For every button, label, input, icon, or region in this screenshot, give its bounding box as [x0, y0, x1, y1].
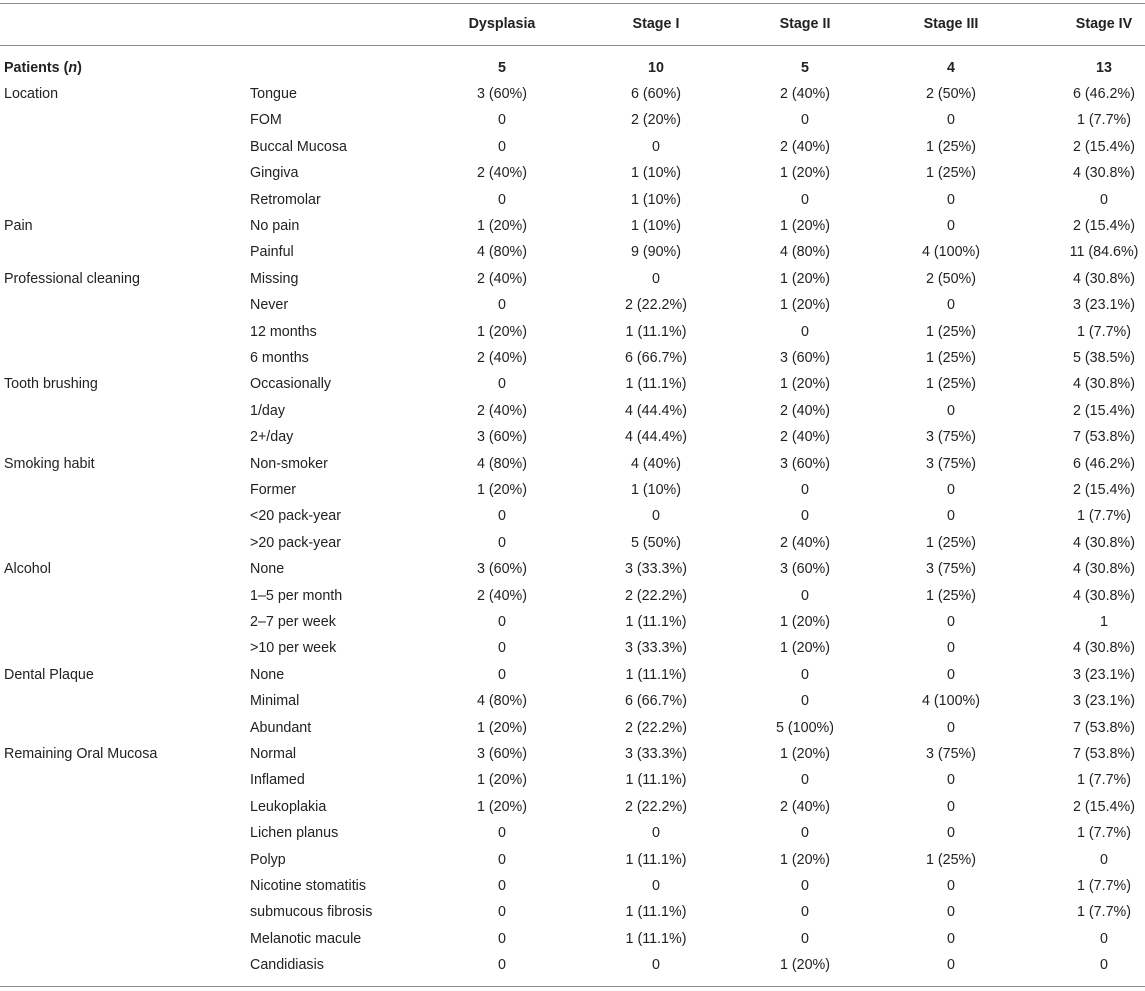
table-row	[0, 81, 1145, 107]
cell-stage-iii: 2 (50%)	[925, 270, 977, 287]
table-row	[0, 767, 1145, 793]
cell-stage-iv: 6 (46.2%)	[1073, 86, 1135, 102]
cell-stage-iii: 0	[947, 297, 955, 314]
cell-stage-iv: 3 (23.1%)	[1073, 693, 1135, 710]
cell-dysplasia: 0	[498, 851, 506, 868]
cell-stage-iv: 2 (15.4%)	[1073, 798, 1135, 815]
row-subcategory: submucous fibrosis	[250, 904, 373, 921]
cell-stage-ii: 4 (80%)	[779, 244, 831, 261]
cell-stage-ii: 0	[801, 693, 809, 710]
cell-stage-iii: 2 (50%)	[925, 86, 977, 102]
cell-stage-iv: 5 (38.5%)	[1073, 350, 1135, 366]
cell-stage-ii: 1 (20%)	[779, 376, 831, 393]
row-subcategory: Tongue	[250, 86, 297, 102]
cell-stage-i: 0	[652, 508, 660, 525]
cell-stage-i: 6 (66.7%)	[625, 350, 687, 366]
cell-dysplasia: 0	[498, 138, 506, 155]
header-stage-i: Stage I	[632, 16, 680, 32]
cell-dysplasia: 0	[498, 640, 506, 657]
cell-stage-i: 2 (22.2%)	[625, 798, 687, 815]
cell-stage-iii: 1 (25%)	[925, 587, 977, 604]
table-row	[0, 292, 1145, 318]
cell-dysplasia: 2 (40%)	[476, 587, 528, 604]
cell-stage-iii: 0	[947, 666, 955, 683]
row-category: Dental Plaque	[4, 666, 94, 683]
cell-stage-iv: 4 (30.8%)	[1073, 587, 1135, 604]
patients-stage-iv: 13	[1096, 60, 1112, 76]
cell-stage-iv: 0	[1100, 191, 1108, 208]
cell-stage-i: 0	[652, 270, 660, 287]
table-row	[0, 107, 1145, 133]
cell-stage-ii: 0	[801, 904, 809, 921]
table-row	[0, 794, 1145, 820]
cell-stage-ii: 1 (20%)	[779, 270, 831, 287]
row-subcategory: Occasionally	[250, 376, 332, 393]
cell-stage-iii: 1 (25%)	[925, 138, 977, 155]
patients-stage-ii: 5	[801, 60, 809, 76]
cell-stage-ii: 0	[801, 825, 809, 842]
cell-stage-iii: 0	[947, 508, 955, 525]
cell-stage-iv: 0	[1100, 851, 1108, 868]
row-subcategory: Gingiva	[250, 165, 299, 182]
cell-stage-i: 0	[652, 138, 660, 155]
cell-stage-i: 1 (10%)	[630, 482, 682, 498]
cell-stage-i: 6 (60%)	[630, 86, 682, 102]
table-row	[0, 820, 1145, 846]
table-row	[0, 477, 1145, 503]
cell-stage-ii: 0	[801, 930, 809, 947]
cell-stage-ii: 2 (40%)	[779, 534, 831, 551]
cell-stage-i: 0	[652, 878, 660, 894]
row-subcategory: Missing	[250, 270, 299, 287]
cell-stage-i: 6 (66.7%)	[625, 693, 687, 710]
patients-row	[0, 55, 1145, 81]
cell-stage-iv: 2 (15.4%)	[1073, 482, 1135, 498]
cell-stage-i: 1 (10%)	[630, 165, 682, 182]
cell-dysplasia: 3 (60%)	[476, 86, 528, 102]
cell-dysplasia: 4 (80%)	[476, 455, 528, 472]
cell-stage-iii: 0	[947, 402, 955, 419]
cell-stage-iii: 0	[947, 798, 955, 815]
table-row	[0, 398, 1145, 424]
row-subcategory: 1–5 per month	[250, 587, 343, 604]
row-subcategory: Abundant	[250, 719, 312, 736]
row-subcategory: Lichen planus	[250, 825, 339, 842]
cell-stage-i: 9 (90%)	[630, 244, 682, 261]
cell-stage-iii: 0	[947, 957, 955, 974]
cell-stage-i: 3 (33.3%)	[625, 561, 687, 578]
cell-stage-iii: 3 (75%)	[925, 561, 977, 578]
cell-dysplasia: 2 (40%)	[476, 270, 528, 287]
cell-stage-ii: 1 (20%)	[779, 851, 831, 868]
cell-stage-iv: 11 (84.6%)	[1069, 244, 1139, 261]
cell-stage-i: 2 (22.2%)	[625, 587, 687, 604]
cell-dysplasia: 3 (60%)	[476, 746, 528, 762]
cell-stage-ii: 2 (40%)	[779, 429, 831, 446]
table-row	[0, 530, 1145, 556]
row-subcategory: Nicotine stomatitis	[250, 878, 367, 894]
patients-stage-iii: 4	[947, 60, 955, 76]
row-subcategory: Leukoplakia	[250, 798, 327, 815]
cell-dysplasia: 0	[498, 297, 506, 314]
cell-stage-i: 3 (33.3%)	[625, 746, 687, 762]
cell-stage-ii: 0	[801, 508, 809, 525]
cell-stage-i: 2 (22.2%)	[625, 297, 687, 314]
cell-stage-iv: 7 (53.8%)	[1073, 429, 1135, 446]
cell-stage-iv: 4 (30.8%)	[1073, 640, 1135, 657]
cell-dysplasia: 4 (80%)	[476, 693, 528, 710]
cell-stage-iii: 4 (100%)	[921, 693, 980, 710]
cell-stage-i: 5 (50%)	[630, 534, 682, 551]
cell-stage-ii: 1 (20%)	[779, 746, 831, 762]
cell-stage-i: 2 (20%)	[630, 112, 682, 129]
cell-stage-iii: 1 (25%)	[925, 165, 977, 182]
cell-dysplasia: 0	[498, 930, 506, 947]
cell-stage-ii: 0	[801, 772, 809, 789]
row-subcategory: Never	[250, 297, 289, 314]
cell-stage-iv: 1 (7.7%)	[1076, 772, 1132, 789]
row-subcategory: Former	[250, 482, 297, 498]
table-row	[0, 503, 1145, 529]
cell-stage-iii: 0	[947, 112, 955, 129]
table-row	[0, 345, 1145, 371]
cell-stage-ii: 0	[801, 112, 809, 129]
row-category: Tooth brushing	[4, 376, 98, 393]
cell-stage-i: 0	[652, 957, 660, 974]
cell-stage-iv: 4 (30.8%)	[1073, 376, 1135, 393]
row-subcategory: Normal	[250, 746, 297, 762]
row-category: Location	[4, 86, 59, 102]
cell-stage-iv: 4 (30.8%)	[1073, 534, 1135, 551]
cell-dysplasia: 0	[498, 957, 506, 974]
cell-stage-ii: 3 (60%)	[779, 561, 831, 578]
cell-stage-iv: 1 (7.7%)	[1076, 508, 1132, 525]
cell-stage-ii: 3 (60%)	[779, 455, 831, 472]
row-category: Alcohol	[4, 561, 51, 578]
cell-stage-i: 1 (10%)	[630, 218, 682, 234]
cell-stage-iv: 4 (30.8%)	[1073, 165, 1135, 182]
row-subcategory: Candidiasis	[250, 957, 324, 974]
cell-stage-iv: 6 (46.2%)	[1073, 455, 1135, 472]
cell-dysplasia: 0	[498, 508, 506, 525]
cell-stage-ii: 2 (40%)	[779, 798, 831, 815]
cell-stage-iii: 3 (75%)	[925, 455, 977, 472]
cell-stage-iii: 0	[947, 825, 955, 842]
table-row	[0, 662, 1145, 688]
cell-stage-iii: 1 (25%)	[925, 376, 977, 393]
row-category: Pain	[4, 218, 33, 234]
table-row	[0, 899, 1145, 925]
header-stage-ii: Stage II	[779, 16, 831, 32]
cell-stage-iv: 0	[1100, 930, 1108, 947]
cell-stage-ii: 3 (60%)	[779, 350, 831, 366]
cell-stage-i: 1 (11.1%)	[625, 904, 687, 921]
cell-stage-iv: 1 (7.7%)	[1076, 904, 1132, 921]
header-stage-iii: Stage III	[923, 16, 979, 32]
cell-dysplasia: 1 (20%)	[476, 798, 528, 815]
cell-stage-i: 1 (11.1%)	[625, 666, 687, 683]
row-subcategory: 1/day	[250, 402, 285, 419]
row-subcategory: Melanotic macule	[250, 930, 362, 947]
cell-stage-iv: 1	[1100, 614, 1108, 630]
cell-stage-iii: 0	[947, 878, 955, 894]
header-row	[0, 11, 1145, 37]
row-subcategory: <20 pack-year	[250, 508, 341, 525]
cell-stage-ii: 1 (20%)	[779, 165, 831, 182]
cell-dysplasia: 1 (20%)	[476, 772, 528, 789]
table-row	[0, 635, 1145, 661]
row-subcategory: 6 months	[250, 350, 309, 366]
cell-stage-i: 1 (11.1%)	[625, 851, 687, 868]
cell-dysplasia: 1 (20%)	[476, 323, 528, 340]
row-category: Smoking habit	[4, 455, 95, 472]
patients-label: Patients (n)	[4, 60, 82, 76]
cell-stage-iii: 0	[947, 930, 955, 947]
cell-stage-i: 0	[652, 825, 660, 842]
table-row	[0, 213, 1145, 239]
row-subcategory: >20 pack-year	[250, 534, 341, 551]
cell-stage-iv: 4 (30.8%)	[1073, 561, 1135, 578]
row-subcategory: Buccal Mucosa	[250, 138, 347, 155]
cell-dysplasia: 0	[498, 191, 506, 208]
cell-stage-ii: 5 (100%)	[775, 719, 834, 736]
cell-stage-i: 3 (33.3%)	[625, 640, 687, 657]
cell-stage-iii: 1 (25%)	[925, 323, 977, 340]
cell-stage-iii: 0	[947, 719, 955, 736]
cell-dysplasia: 0	[498, 666, 506, 683]
row-subcategory: >10 per week	[250, 640, 337, 657]
cell-stage-iii: 0	[947, 191, 955, 208]
cell-stage-iv: 7 (53.8%)	[1073, 746, 1135, 762]
cell-dysplasia: 4 (80%)	[476, 244, 528, 261]
cell-stage-i: 1 (11.1%)	[625, 614, 687, 630]
cell-stage-i: 1 (11.1%)	[625, 930, 687, 947]
cell-stage-iv: 3 (23.1%)	[1073, 297, 1135, 314]
table-row	[0, 873, 1145, 899]
cell-stage-iv: 0	[1100, 957, 1108, 974]
bottom-rule	[0, 986, 1145, 987]
cell-stage-iii: 3 (75%)	[925, 429, 977, 446]
cell-stage-i: 4 (40%)	[630, 455, 682, 472]
table-row	[0, 688, 1145, 714]
cell-stage-iii: 1 (25%)	[925, 534, 977, 551]
cell-stage-i: 1 (10%)	[630, 191, 682, 208]
cell-stage-ii: 0	[801, 666, 809, 683]
cell-stage-ii: 0	[801, 878, 809, 894]
table-row	[0, 424, 1145, 450]
patients-dysplasia: 5	[498, 60, 506, 76]
cell-stage-iv: 1 (7.7%)	[1076, 112, 1132, 129]
cell-dysplasia: 0	[498, 825, 506, 842]
cell-dysplasia: 0	[498, 904, 506, 921]
cell-stage-ii: 0	[801, 323, 809, 340]
cell-stage-i: 2 (22.2%)	[625, 719, 687, 736]
cell-dysplasia: 0	[498, 534, 506, 551]
table-row	[0, 371, 1145, 397]
cell-stage-ii: 1 (20%)	[779, 297, 831, 314]
cell-dysplasia: 3 (60%)	[476, 429, 528, 446]
row-category: Professional cleaning	[4, 270, 140, 287]
cell-stage-iv: 1 (7.7%)	[1076, 323, 1132, 340]
cell-dysplasia: 1 (20%)	[476, 719, 528, 736]
row-subcategory: Painful	[250, 244, 294, 261]
cell-stage-iii: 1 (25%)	[925, 350, 977, 366]
cell-stage-ii: 2 (40%)	[779, 138, 831, 155]
cell-stage-ii: 0	[801, 482, 809, 498]
row-subcategory: 2+/day	[250, 429, 294, 446]
cell-stage-i: 4 (44.4%)	[625, 402, 687, 419]
cell-stage-iv: 2 (15.4%)	[1073, 218, 1135, 234]
row-subcategory: None	[250, 561, 285, 578]
header-stage-iv: Stage IV	[1075, 16, 1133, 32]
cell-stage-ii: 1 (20%)	[779, 640, 831, 657]
row-subcategory: Minimal	[250, 693, 300, 710]
cell-stage-iv: 1 (7.7%)	[1076, 825, 1132, 842]
cell-stage-ii: 2 (40%)	[779, 402, 831, 419]
cell-dysplasia: 1 (20%)	[476, 482, 528, 498]
cell-dysplasia: 2 (40%)	[476, 350, 528, 366]
cell-stage-iii: 0	[947, 772, 955, 789]
table-row	[0, 952, 1145, 978]
cell-stage-iv: 3 (23.1%)	[1073, 666, 1135, 683]
cell-stage-iv: 1 (7.7%)	[1076, 878, 1132, 894]
cell-dysplasia: 0	[498, 614, 506, 630]
table-row	[0, 239, 1145, 265]
row-category: Remaining Oral Mucosa	[4, 746, 158, 762]
table-row	[0, 583, 1145, 609]
cell-dysplasia: 1 (20%)	[476, 218, 528, 234]
row-subcategory: FOM	[250, 112, 282, 129]
cell-stage-iii: 1 (25%)	[925, 851, 977, 868]
table-row	[0, 926, 1145, 952]
cell-stage-iii: 3 (75%)	[925, 746, 977, 762]
cell-stage-iii: 0	[947, 614, 955, 630]
row-subcategory: 2–7 per week	[250, 614, 336, 630]
row-subcategory: Retromolar	[250, 191, 321, 208]
row-subcategory: Inflamed	[250, 772, 305, 789]
cell-dysplasia: 2 (40%)	[476, 402, 528, 419]
cell-stage-iv: 4 (30.8%)	[1073, 270, 1135, 287]
cell-stage-i: 1 (11.1%)	[625, 772, 687, 789]
table-row	[0, 451, 1145, 477]
cell-dysplasia: 0	[498, 878, 506, 894]
patients-stage-i: 10	[648, 60, 664, 76]
row-subcategory: 12 months	[250, 323, 317, 340]
table-row	[0, 609, 1145, 635]
table-row	[0, 319, 1145, 345]
table-row	[0, 266, 1145, 292]
cell-stage-i: 1 (11.1%)	[625, 376, 687, 393]
cell-stage-iii: 0	[947, 640, 955, 657]
row-subcategory: None	[250, 666, 285, 683]
row-subcategory: No pain	[250, 218, 300, 234]
table-row	[0, 715, 1145, 741]
cell-stage-ii: 1 (20%)	[779, 614, 831, 630]
cell-dysplasia: 3 (60%)	[476, 561, 528, 578]
cell-dysplasia: 0	[498, 376, 506, 393]
cell-stage-iii: 0	[947, 904, 955, 921]
table-row	[0, 187, 1145, 213]
cell-stage-ii: 1 (20%)	[779, 957, 831, 974]
row-subcategory: Polyp	[250, 851, 286, 868]
cell-stage-ii: 2 (40%)	[779, 86, 831, 102]
header-rule	[0, 45, 1145, 46]
cell-stage-ii: 1 (20%)	[779, 218, 831, 234]
table-row	[0, 741, 1145, 767]
top-rule	[0, 3, 1145, 4]
table-row	[0, 160, 1145, 186]
cell-dysplasia: 0	[498, 112, 506, 129]
cell-stage-i: 1 (11.1%)	[625, 323, 687, 340]
cell-stage-iii: 0	[947, 482, 955, 498]
cell-stage-ii: 0	[801, 587, 809, 604]
table-row	[0, 847, 1145, 873]
cell-stage-ii: 0	[801, 191, 809, 208]
cell-stage-iii: 0	[947, 218, 955, 234]
cell-stage-i: 4 (44.4%)	[625, 429, 687, 446]
row-subcategory: Non-smoker	[250, 455, 328, 472]
cell-stage-iv: 2 (15.4%)	[1073, 138, 1135, 155]
cell-stage-iii: 4 (100%)	[921, 244, 980, 261]
header-dysplasia: Dysplasia	[468, 16, 536, 32]
cell-dysplasia: 2 (40%)	[476, 165, 528, 182]
table-row	[0, 134, 1145, 160]
cell-stage-iv: 7 (53.8%)	[1073, 719, 1135, 736]
table-row	[0, 556, 1145, 582]
cell-stage-iv: 2 (15.4%)	[1073, 402, 1135, 419]
